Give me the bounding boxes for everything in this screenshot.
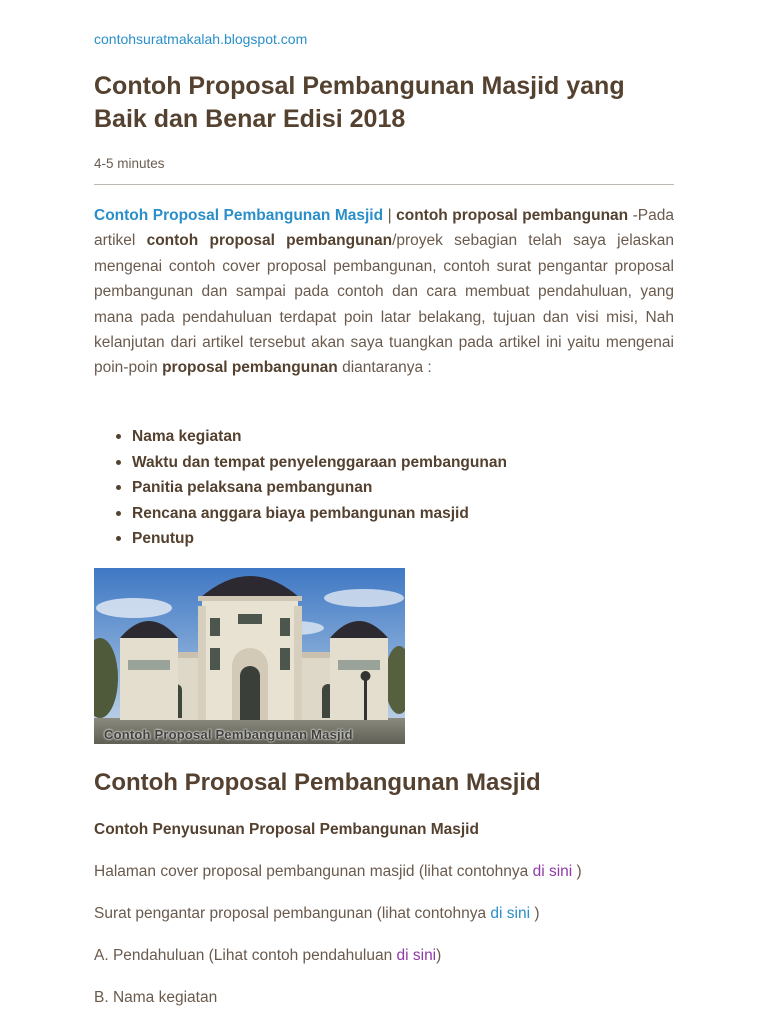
- cover-example-link[interactable]: di sini: [532, 863, 573, 880]
- cover-line-text: Halaman cover proposal pembangunan masjid (lihat contohnya: [94, 863, 533, 880]
- cover-line: [94, 862, 582, 882]
- cover-letter-line: [94, 904, 540, 924]
- list-item: Nama kegiatan: [132, 424, 674, 450]
- activity-name-line: [94, 988, 217, 1008]
- list-item: Waktu dan tempat penyelenggaraan pembangunan: [132, 450, 674, 476]
- article-title: Contoh Proposal Pembangunan Masjid yang Baik dan Benar Edisi 2018: [94, 72, 625, 133]
- intro-text-3: diantaranya :: [337, 359, 432, 377]
- intro-bold-1: contoh proposal pembangunan: [396, 207, 629, 224]
- mosque-photo: [94, 568, 405, 744]
- cover-letter-example-link[interactable]: di sini: [490, 905, 531, 922]
- points-list: [94, 424, 674, 552]
- source-domain-link[interactable]: contohsuratmakalah.blogspot.com: [94, 31, 308, 47]
- cover-line-after: ): [572, 863, 582, 880]
- intro-text-2: /proyek sebagian telah saya jelaskan mengenai contoh cover proposal pembangunan, contoh surat pengantar proposal pembangunan dan sampai pada contoh dan cara membuat pendahuluan, yang mana pada pendahuluan terdapat poin latar belakang, tujuan dan visi misi, Nah kelanjutan dari artikel tersebut akan saya tuangkan pada artikel ini yaitu mengenai poin-poin: [94, 232, 674, 377]
- list-item: Rencana anggara biaya pembangunan masjid: [132, 501, 674, 527]
- cover-letter-line-after: ): [530, 905, 540, 922]
- intro-bold-2: contoh proposal pembangunan: [146, 232, 393, 250]
- list-item: Panitia pelaksana pembangunan: [132, 475, 674, 501]
- photo-caption: Contoh Proposal Pembangunan Masjid: [104, 727, 353, 742]
- intro-text-1: -Pada artikel: [94, 207, 675, 250]
- introduction-line-text: A. Pendahuluan (Lihat contoh pendahuluan: [94, 947, 397, 964]
- intro-bold-3: proposal pembangunan: [162, 359, 338, 377]
- cover-letter-line-text: Surat pengantar proposal pembangunan (lihat contohnya: [94, 905, 491, 922]
- section-subheading: Contoh Penyusunan Proposal Pembangunan Masjid: [94, 821, 479, 838]
- introduction-line-after: ): [436, 947, 442, 964]
- activity-name-line-text: B. Nama kegiatan: [94, 989, 218, 1006]
- read-time: 4-5 minutes: [94, 156, 165, 171]
- introduction-line: [94, 946, 441, 966]
- mosque-illustration: [94, 568, 405, 744]
- list-item: Penutup: [132, 526, 674, 552]
- intro-paragraph: [94, 203, 674, 381]
- divider: [94, 184, 674, 185]
- section-heading: Contoh Proposal Pembangunan Masjid: [94, 769, 541, 796]
- intro-separator: |: [383, 207, 397, 224]
- introduction-example-link[interactable]: di sini: [396, 947, 437, 964]
- intro-keyword-link[interactable]: Contoh Proposal Pembangunan Masjid: [94, 207, 384, 224]
